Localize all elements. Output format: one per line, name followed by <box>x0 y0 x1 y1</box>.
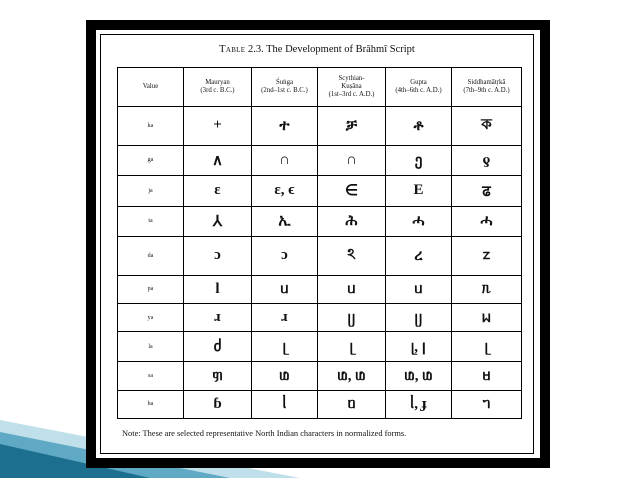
column-header <box>452 68 522 107</box>
glyph-cell: ∩ <box>318 145 386 175</box>
brahmi-script-table <box>117 67 522 419</box>
glyph-cell: ঽ <box>318 236 386 275</box>
column-header-line: (3rd c. B.C.) <box>200 87 235 94</box>
glyph-cell: ढ <box>452 175 522 206</box>
glyph-cell: ɔ <box>252 236 318 275</box>
phonetic-value-cell: pa <box>118 275 184 303</box>
table-note: Note: These are selected representative North Indian characters in normalized forms. <box>122 429 407 438</box>
column-header-line: Śuṅga <box>276 78 293 86</box>
phonetic-value-cell: ga <box>118 145 184 175</box>
column-header-line: Siddhamātṛkā <box>467 78 506 86</box>
glyph-cell: ᥞ <box>184 362 252 390</box>
table-title <box>100 44 534 55</box>
glyph-cell: E <box>386 175 452 206</box>
glyph-cell: ɹ <box>252 304 318 332</box>
column-header-line: Value <box>142 82 159 90</box>
glyph-cell: ቶ <box>386 107 452 146</box>
phonetic-value-cell: ha <box>118 390 184 418</box>
glyph-cell: ᥙ <box>386 275 452 303</box>
glyph-cell: ᥚ <box>252 362 318 390</box>
glyph-cell: ɹ <box>184 304 252 332</box>
table-row <box>118 275 522 303</box>
glyph-cell: ⅄ <box>184 207 252 237</box>
column-header-line: Kuṣāna <box>341 82 362 90</box>
table-row <box>118 362 522 390</box>
table-title-text: 2.3. The Development of Brāhmī Script <box>245 44 415 55</box>
table-row <box>118 175 522 206</box>
glyph-cell: ሓ <box>386 207 452 237</box>
column-header <box>318 68 386 107</box>
glyph-cell: ᥚ, ᥚ <box>386 362 452 390</box>
column-header-line: (4th–6th c. A.D.) <box>395 87 442 94</box>
glyph-cell: ቻ <box>318 107 386 146</box>
column-header-line: (7th–9th c. A.D.) <box>463 87 510 94</box>
table-row <box>118 145 522 175</box>
glyph-cell: ɔ <box>184 236 252 275</box>
table-title-prefix: Table <box>219 44 246 55</box>
glyph-cell: ᥝ <box>318 390 386 418</box>
glyph-cell: ᥣ <box>252 390 318 418</box>
glyph-cell: ƍ <box>452 145 522 175</box>
glyph-cell: ∧ <box>184 145 252 175</box>
glyph-cell: l <box>184 275 252 303</box>
glyph-cell: ᥛ <box>452 362 522 390</box>
glyph-cell: ᥩ <box>318 304 386 332</box>
glyph-cell: ተ <box>252 107 318 146</box>
glyph-cell: ε <box>184 175 252 206</box>
table-row <box>118 207 522 237</box>
glyph-cell: + <box>184 107 252 146</box>
glyph-cell: ᥕ <box>452 304 522 332</box>
glyph-cell: ᥨ <box>318 332 386 362</box>
column-header-line: (2nd–1st c. B.C.) <box>261 87 308 94</box>
table-row <box>118 107 522 146</box>
table-body <box>118 107 522 419</box>
phonetic-value-cell: ya <box>118 304 184 332</box>
column-header <box>252 68 318 107</box>
glyph-cell: ᥙ <box>252 275 318 303</box>
phonetic-value-cell: la <box>118 332 184 362</box>
glyph-cell: ɓ <box>184 390 252 418</box>
glyph-cell: ე <box>386 145 452 175</box>
column-header <box>118 68 184 107</box>
table-row <box>118 304 522 332</box>
glyph-cell: ᥙ <box>318 275 386 303</box>
table-row <box>118 332 522 362</box>
glyph-cell: ∈ <box>318 175 386 206</box>
glyph-cell: ᥨ, ꞁ <box>386 332 452 362</box>
column-header-line: (1st–3rd c. A.D.) <box>328 91 375 99</box>
glyph-cell: ᥚ, ᥚ <box>318 362 386 390</box>
glyph-cell: ᥨ <box>252 332 318 362</box>
column-header <box>184 68 252 107</box>
header-row <box>118 68 522 107</box>
table-row <box>118 236 522 275</box>
glyph-cell: ᥩ <box>386 304 452 332</box>
column-header-line: Mauryan <box>205 78 230 86</box>
glyph-cell: ኢ <box>252 207 318 237</box>
column-header <box>386 68 452 107</box>
phonetic-value-cell: ja <box>118 175 184 206</box>
table-row <box>118 390 522 418</box>
phonetic-value-cell: da <box>118 236 184 275</box>
glyph-cell: ᤁ <box>452 236 522 275</box>
glyph-cell: ረ <box>386 236 452 275</box>
column-header-line: Scythian- <box>338 74 365 82</box>
column-header-line: Gupta <box>410 78 427 86</box>
glyph-cell: ᥐ <box>452 390 522 418</box>
glyph-cell: ᥨ <box>452 332 522 362</box>
glyph-cell: ሓ <box>452 207 522 237</box>
phonetic-value-cell: ka <box>118 107 184 146</box>
phonetic-value-cell: sa <box>118 362 184 390</box>
phonetic-value-cell: ta <box>118 207 184 237</box>
glyph-cell: ᥣ, ɟ <box>386 390 452 418</box>
glyph-cell: ε, ϵ <box>252 175 318 206</box>
glyph-cell: ক <box>452 107 522 146</box>
glyph-cell: ძ <box>184 332 252 362</box>
glyph-cell: ∩ <box>252 145 318 175</box>
glyph-cell: ሕ <box>318 207 386 237</box>
glyph-cell: ᥰ <box>452 275 522 303</box>
